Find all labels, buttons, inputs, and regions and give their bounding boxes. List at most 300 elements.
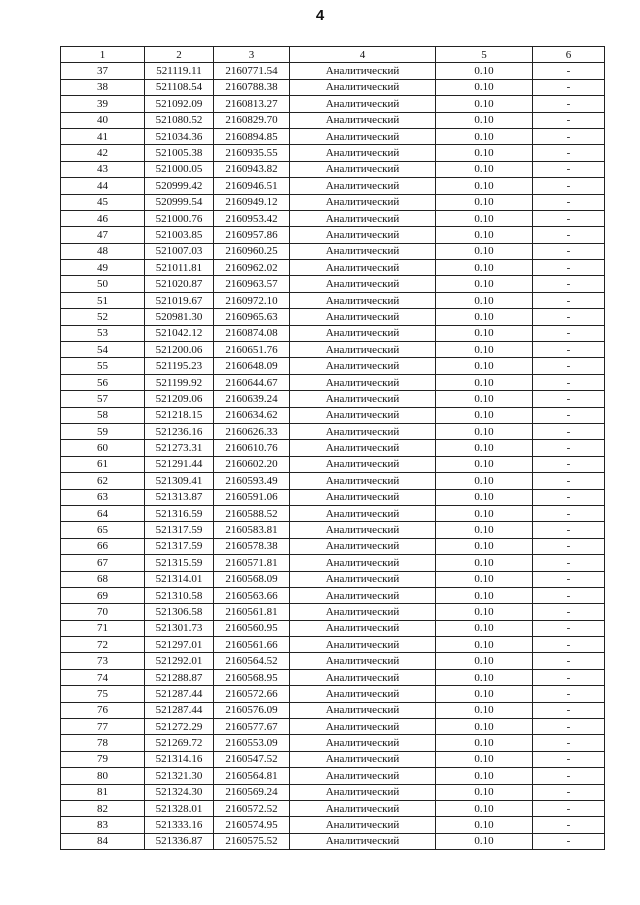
y-coordinate-cell: 2160576.09 bbox=[214, 702, 290, 718]
note-cell: - bbox=[533, 522, 605, 538]
accuracy-cell: 0.10 bbox=[436, 522, 533, 538]
method-cell: Аналитический bbox=[290, 653, 436, 669]
method-cell: Аналитический bbox=[290, 768, 436, 784]
y-coordinate-cell: 2160644.67 bbox=[214, 374, 290, 390]
y-coordinate-cell: 2160648.09 bbox=[214, 358, 290, 374]
accuracy-cell: 0.10 bbox=[436, 423, 533, 439]
method-cell: Аналитический bbox=[290, 505, 436, 521]
point-number-cell: 84 bbox=[61, 833, 145, 849]
y-coordinate-cell: 2160547.52 bbox=[214, 751, 290, 767]
point-number-cell: 51 bbox=[61, 292, 145, 308]
accuracy-cell: 0.10 bbox=[436, 751, 533, 767]
accuracy-cell: 0.10 bbox=[436, 145, 533, 161]
table-row bbox=[61, 407, 605, 423]
point-number-cell: 68 bbox=[61, 571, 145, 587]
point-number-cell: 62 bbox=[61, 473, 145, 489]
accuracy-cell: 0.10 bbox=[436, 96, 533, 112]
point-number-cell: 53 bbox=[61, 325, 145, 341]
note-cell: - bbox=[533, 128, 605, 144]
accuracy-cell: 0.10 bbox=[436, 325, 533, 341]
table-row bbox=[61, 751, 605, 767]
method-cell: Аналитический bbox=[290, 309, 436, 325]
x-coordinate-cell: 521317.59 bbox=[145, 522, 214, 538]
accuracy-cell: 0.10 bbox=[436, 358, 533, 374]
x-coordinate-cell: 521218.15 bbox=[145, 407, 214, 423]
x-coordinate-cell: 521200.06 bbox=[145, 342, 214, 358]
x-coordinate-cell: 521042.12 bbox=[145, 325, 214, 341]
y-coordinate-cell: 2160553.09 bbox=[214, 735, 290, 751]
table-row bbox=[61, 292, 605, 308]
x-coordinate-cell: 521314.01 bbox=[145, 571, 214, 587]
point-number-cell: 42 bbox=[61, 145, 145, 161]
point-number-cell: 73 bbox=[61, 653, 145, 669]
y-coordinate-cell: 2160874.08 bbox=[214, 325, 290, 341]
y-coordinate-cell: 2160963.57 bbox=[214, 276, 290, 292]
y-coordinate-cell: 2160960.25 bbox=[214, 243, 290, 259]
point-number-cell: 45 bbox=[61, 194, 145, 210]
accuracy-cell: 0.10 bbox=[436, 63, 533, 79]
table-row bbox=[61, 391, 605, 407]
method-cell: Аналитический bbox=[290, 735, 436, 751]
column-header: 6 bbox=[533, 47, 605, 63]
x-coordinate-cell: 521333.16 bbox=[145, 817, 214, 833]
table-row bbox=[61, 161, 605, 177]
point-number-cell: 60 bbox=[61, 440, 145, 456]
point-number-cell: 83 bbox=[61, 817, 145, 833]
accuracy-cell: 0.10 bbox=[436, 194, 533, 210]
table-row bbox=[61, 194, 605, 210]
note-cell: - bbox=[533, 702, 605, 718]
accuracy-cell: 0.10 bbox=[436, 260, 533, 276]
method-cell: Аналитический bbox=[290, 817, 436, 833]
point-number-cell: 55 bbox=[61, 358, 145, 374]
note-cell: - bbox=[533, 571, 605, 587]
point-number-cell: 50 bbox=[61, 276, 145, 292]
accuracy-cell: 0.10 bbox=[436, 571, 533, 587]
table-row bbox=[61, 505, 605, 521]
accuracy-cell: 0.10 bbox=[436, 227, 533, 243]
note-cell: - bbox=[533, 473, 605, 489]
y-coordinate-cell: 2160771.54 bbox=[214, 63, 290, 79]
method-cell: Аналитический bbox=[290, 587, 436, 603]
table-row bbox=[61, 112, 605, 128]
note-cell: - bbox=[533, 309, 605, 325]
point-number-cell: 59 bbox=[61, 423, 145, 439]
y-coordinate-cell: 2160572.52 bbox=[214, 800, 290, 816]
method-cell: Аналитический bbox=[290, 702, 436, 718]
note-cell: - bbox=[533, 145, 605, 161]
method-cell: Аналитический bbox=[290, 358, 436, 374]
y-coordinate-cell: 2160610.76 bbox=[214, 440, 290, 456]
y-coordinate-cell: 2160569.24 bbox=[214, 784, 290, 800]
point-number-cell: 82 bbox=[61, 800, 145, 816]
accuracy-cell: 0.10 bbox=[436, 538, 533, 554]
x-coordinate-cell: 520999.42 bbox=[145, 178, 214, 194]
x-coordinate-cell: 521301.73 bbox=[145, 620, 214, 636]
method-cell: Аналитический bbox=[290, 751, 436, 767]
note-cell: - bbox=[533, 210, 605, 226]
method-cell: Аналитический bbox=[290, 620, 436, 636]
point-number-cell: 49 bbox=[61, 260, 145, 276]
y-coordinate-cell: 2160943.82 bbox=[214, 161, 290, 177]
x-coordinate-cell: 521119.11 bbox=[145, 63, 214, 79]
column-header: 3 bbox=[214, 47, 290, 63]
y-coordinate-cell: 2160634.62 bbox=[214, 407, 290, 423]
accuracy-cell: 0.10 bbox=[436, 309, 533, 325]
method-cell: Аналитический bbox=[290, 800, 436, 816]
note-cell: - bbox=[533, 276, 605, 292]
x-coordinate-cell: 521313.87 bbox=[145, 489, 214, 505]
accuracy-cell: 0.10 bbox=[436, 637, 533, 653]
table-row bbox=[61, 145, 605, 161]
point-number-cell: 66 bbox=[61, 538, 145, 554]
note-cell: - bbox=[533, 751, 605, 767]
x-coordinate-cell: 521317.59 bbox=[145, 538, 214, 554]
note-cell: - bbox=[533, 440, 605, 456]
table-row bbox=[61, 79, 605, 95]
method-cell: Аналитический bbox=[290, 719, 436, 735]
table-row bbox=[61, 784, 605, 800]
x-coordinate-cell: 521003.85 bbox=[145, 227, 214, 243]
note-cell: - bbox=[533, 96, 605, 112]
point-number-cell: 43 bbox=[61, 161, 145, 177]
table-row bbox=[61, 538, 605, 554]
y-coordinate-cell: 2160568.09 bbox=[214, 571, 290, 587]
x-coordinate-cell: 521287.44 bbox=[145, 702, 214, 718]
method-cell: Аналитический bbox=[290, 210, 436, 226]
point-number-cell: 38 bbox=[61, 79, 145, 95]
point-number-cell: 52 bbox=[61, 309, 145, 325]
y-coordinate-cell: 2160953.42 bbox=[214, 210, 290, 226]
point-number-cell: 67 bbox=[61, 555, 145, 571]
note-cell: - bbox=[533, 194, 605, 210]
x-coordinate-cell: 521292.01 bbox=[145, 653, 214, 669]
x-coordinate-cell: 521000.76 bbox=[145, 210, 214, 226]
accuracy-cell: 0.10 bbox=[436, 669, 533, 685]
y-coordinate-cell: 2160788.38 bbox=[214, 79, 290, 95]
y-coordinate-cell: 2160626.33 bbox=[214, 423, 290, 439]
y-coordinate-cell: 2160588.52 bbox=[214, 505, 290, 521]
point-number-cell: 72 bbox=[61, 637, 145, 653]
table-row bbox=[61, 325, 605, 341]
accuracy-cell: 0.10 bbox=[436, 374, 533, 390]
table-row bbox=[61, 604, 605, 620]
note-cell: - bbox=[533, 407, 605, 423]
x-coordinate-cell: 521108.54 bbox=[145, 79, 214, 95]
point-number-cell: 77 bbox=[61, 719, 145, 735]
method-cell: Аналитический bbox=[290, 342, 436, 358]
y-coordinate-cell: 2160568.95 bbox=[214, 669, 290, 685]
point-number-cell: 70 bbox=[61, 604, 145, 620]
point-number-cell: 76 bbox=[61, 702, 145, 718]
point-number-cell: 56 bbox=[61, 374, 145, 390]
y-coordinate-cell: 2160591.06 bbox=[214, 489, 290, 505]
note-cell: - bbox=[533, 587, 605, 603]
note-cell: - bbox=[533, 538, 605, 554]
x-coordinate-cell: 521315.59 bbox=[145, 555, 214, 571]
table-row bbox=[61, 276, 605, 292]
page-number: 4 bbox=[315, 7, 325, 24]
table-row bbox=[61, 456, 605, 472]
point-number-cell: 75 bbox=[61, 686, 145, 702]
method-cell: Аналитический bbox=[290, 456, 436, 472]
y-coordinate-cell: 2160602.20 bbox=[214, 456, 290, 472]
accuracy-cell: 0.10 bbox=[436, 587, 533, 603]
note-cell: - bbox=[533, 178, 605, 194]
note-cell: - bbox=[533, 637, 605, 653]
table-row bbox=[61, 768, 605, 784]
note-cell: - bbox=[533, 292, 605, 308]
y-coordinate-cell: 2160962.02 bbox=[214, 260, 290, 276]
y-coordinate-cell: 2160561.81 bbox=[214, 604, 290, 620]
table-row bbox=[61, 358, 605, 374]
y-coordinate-cell: 2160583.81 bbox=[214, 522, 290, 538]
x-coordinate-cell: 521019.67 bbox=[145, 292, 214, 308]
point-number-cell: 78 bbox=[61, 735, 145, 751]
y-coordinate-cell: 2160972.10 bbox=[214, 292, 290, 308]
accuracy-cell: 0.10 bbox=[436, 178, 533, 194]
x-coordinate-cell: 521092.09 bbox=[145, 96, 214, 112]
accuracy-cell: 0.10 bbox=[436, 686, 533, 702]
table-row bbox=[61, 637, 605, 653]
table-row bbox=[61, 620, 605, 636]
y-coordinate-cell: 2160949.12 bbox=[214, 194, 290, 210]
point-number-cell: 61 bbox=[61, 456, 145, 472]
note-cell: - bbox=[533, 489, 605, 505]
table-row bbox=[61, 833, 605, 849]
table-row bbox=[61, 719, 605, 735]
note-cell: - bbox=[533, 374, 605, 390]
table-row bbox=[61, 260, 605, 276]
table-row bbox=[61, 555, 605, 571]
method-cell: Аналитический bbox=[290, 63, 436, 79]
accuracy-cell: 0.10 bbox=[436, 800, 533, 816]
accuracy-cell: 0.10 bbox=[436, 505, 533, 521]
accuracy-cell: 0.10 bbox=[436, 555, 533, 571]
table-row bbox=[61, 63, 605, 79]
note-cell: - bbox=[533, 63, 605, 79]
x-coordinate-cell: 521236.16 bbox=[145, 423, 214, 439]
note-cell: - bbox=[533, 817, 605, 833]
x-coordinate-cell: 521309.41 bbox=[145, 473, 214, 489]
method-cell: Аналитический bbox=[290, 79, 436, 95]
x-coordinate-cell: 521195.23 bbox=[145, 358, 214, 374]
point-number-cell: 64 bbox=[61, 505, 145, 521]
method-cell: Аналитический bbox=[290, 489, 436, 505]
x-coordinate-cell: 521020.87 bbox=[145, 276, 214, 292]
note-cell: - bbox=[533, 505, 605, 521]
accuracy-cell: 0.10 bbox=[436, 735, 533, 751]
table-row bbox=[61, 342, 605, 358]
table-row bbox=[61, 571, 605, 587]
x-coordinate-cell: 521005.38 bbox=[145, 145, 214, 161]
method-cell: Аналитический bbox=[290, 178, 436, 194]
x-coordinate-cell: 521269.72 bbox=[145, 735, 214, 751]
note-cell: - bbox=[533, 555, 605, 571]
x-coordinate-cell: 521034.36 bbox=[145, 128, 214, 144]
x-coordinate-cell: 521297.01 bbox=[145, 637, 214, 653]
note-cell: - bbox=[533, 653, 605, 669]
note-cell: - bbox=[533, 161, 605, 177]
method-cell: Аналитический bbox=[290, 325, 436, 341]
method-cell: Аналитический bbox=[290, 538, 436, 554]
point-number-cell: 46 bbox=[61, 210, 145, 226]
y-coordinate-cell: 2160571.81 bbox=[214, 555, 290, 571]
y-coordinate-cell: 2160561.66 bbox=[214, 637, 290, 653]
method-cell: Аналитический bbox=[290, 391, 436, 407]
y-coordinate-cell: 2160651.76 bbox=[214, 342, 290, 358]
y-coordinate-cell: 2160563.66 bbox=[214, 587, 290, 603]
accuracy-cell: 0.10 bbox=[436, 79, 533, 95]
accuracy-cell: 0.10 bbox=[436, 456, 533, 472]
table-row bbox=[61, 817, 605, 833]
note-cell: - bbox=[533, 784, 605, 800]
x-coordinate-cell: 521321.30 bbox=[145, 768, 214, 784]
method-cell: Аналитический bbox=[290, 637, 436, 653]
table-row bbox=[61, 686, 605, 702]
accuracy-cell: 0.10 bbox=[436, 276, 533, 292]
table-row bbox=[61, 178, 605, 194]
method-cell: Аналитический bbox=[290, 669, 436, 685]
point-number-cell: 63 bbox=[61, 489, 145, 505]
y-coordinate-cell: 2160560.95 bbox=[214, 620, 290, 636]
note-cell: - bbox=[533, 243, 605, 259]
table-row bbox=[61, 309, 605, 325]
accuracy-cell: 0.10 bbox=[436, 719, 533, 735]
accuracy-cell: 0.10 bbox=[436, 440, 533, 456]
column-header: 1 bbox=[61, 47, 145, 63]
point-number-cell: 41 bbox=[61, 128, 145, 144]
point-number-cell: 57 bbox=[61, 391, 145, 407]
x-coordinate-cell: 521199.92 bbox=[145, 374, 214, 390]
accuracy-cell: 0.10 bbox=[436, 112, 533, 128]
method-cell: Аналитический bbox=[290, 276, 436, 292]
x-coordinate-cell: 521209.06 bbox=[145, 391, 214, 407]
accuracy-cell: 0.10 bbox=[436, 833, 533, 849]
column-header: 2 bbox=[145, 47, 214, 63]
accuracy-cell: 0.10 bbox=[436, 210, 533, 226]
point-number-cell: 54 bbox=[61, 342, 145, 358]
method-cell: Аналитический bbox=[290, 260, 436, 276]
accuracy-cell: 0.10 bbox=[436, 391, 533, 407]
accuracy-cell: 0.10 bbox=[436, 702, 533, 718]
x-coordinate-cell: 521306.58 bbox=[145, 604, 214, 620]
x-coordinate-cell: 521324.30 bbox=[145, 784, 214, 800]
note-cell: - bbox=[533, 391, 605, 407]
accuracy-cell: 0.10 bbox=[436, 817, 533, 833]
accuracy-cell: 0.10 bbox=[436, 653, 533, 669]
x-coordinate-cell: 521080.52 bbox=[145, 112, 214, 128]
method-cell: Аналитический bbox=[290, 145, 436, 161]
y-coordinate-cell: 2160577.67 bbox=[214, 719, 290, 735]
accuracy-cell: 0.10 bbox=[436, 620, 533, 636]
method-cell: Аналитический bbox=[290, 440, 436, 456]
accuracy-cell: 0.10 bbox=[436, 128, 533, 144]
table-row bbox=[61, 587, 605, 603]
accuracy-cell: 0.10 bbox=[436, 604, 533, 620]
x-coordinate-cell: 521007.03 bbox=[145, 243, 214, 259]
x-coordinate-cell: 521287.44 bbox=[145, 686, 214, 702]
note-cell: - bbox=[533, 800, 605, 816]
x-coordinate-cell: 521291.44 bbox=[145, 456, 214, 472]
table-row bbox=[61, 96, 605, 112]
table-row bbox=[61, 735, 605, 751]
accuracy-cell: 0.10 bbox=[436, 292, 533, 308]
accuracy-cell: 0.10 bbox=[436, 489, 533, 505]
x-coordinate-cell: 520999.54 bbox=[145, 194, 214, 210]
note-cell: - bbox=[533, 620, 605, 636]
point-number-cell: 40 bbox=[61, 112, 145, 128]
point-number-cell: 37 bbox=[61, 63, 145, 79]
method-cell: Аналитический bbox=[290, 374, 436, 390]
coordinates-table bbox=[60, 46, 605, 850]
table-row bbox=[61, 489, 605, 505]
accuracy-cell: 0.10 bbox=[436, 342, 533, 358]
method-cell: Аналитический bbox=[290, 423, 436, 439]
note-cell: - bbox=[533, 768, 605, 784]
x-coordinate-cell: 521273.31 bbox=[145, 440, 214, 456]
y-coordinate-cell: 2160946.51 bbox=[214, 178, 290, 194]
method-cell: Аналитический bbox=[290, 473, 436, 489]
y-coordinate-cell: 2160935.55 bbox=[214, 145, 290, 161]
y-coordinate-cell: 2160564.52 bbox=[214, 653, 290, 669]
x-coordinate-cell: 521272.29 bbox=[145, 719, 214, 735]
y-coordinate-cell: 2160574.95 bbox=[214, 817, 290, 833]
note-cell: - bbox=[533, 833, 605, 849]
y-coordinate-cell: 2160813.27 bbox=[214, 96, 290, 112]
y-coordinate-cell: 2160894.85 bbox=[214, 128, 290, 144]
point-number-cell: 48 bbox=[61, 243, 145, 259]
method-cell: Аналитический bbox=[290, 243, 436, 259]
note-cell: - bbox=[533, 604, 605, 620]
note-cell: - bbox=[533, 719, 605, 735]
x-coordinate-cell: 521336.87 bbox=[145, 833, 214, 849]
table-row bbox=[61, 423, 605, 439]
note-cell: - bbox=[533, 79, 605, 95]
table-row bbox=[61, 669, 605, 685]
method-cell: Аналитический bbox=[290, 292, 436, 308]
note-cell: - bbox=[533, 112, 605, 128]
note-cell: - bbox=[533, 423, 605, 439]
point-number-cell: 65 bbox=[61, 522, 145, 538]
note-cell: - bbox=[533, 342, 605, 358]
note-cell: - bbox=[533, 260, 605, 276]
method-cell: Аналитический bbox=[290, 96, 436, 112]
point-number-cell: 39 bbox=[61, 96, 145, 112]
note-cell: - bbox=[533, 227, 605, 243]
method-cell: Аналитический bbox=[290, 686, 436, 702]
x-coordinate-cell: 521000.05 bbox=[145, 161, 214, 177]
column-header: 5 bbox=[436, 47, 533, 63]
x-coordinate-cell: 521011.81 bbox=[145, 260, 214, 276]
x-coordinate-cell: 521328.01 bbox=[145, 800, 214, 816]
table-row bbox=[61, 522, 605, 538]
method-cell: Аналитический bbox=[290, 194, 436, 210]
table-row bbox=[61, 440, 605, 456]
y-coordinate-cell: 2160564.81 bbox=[214, 768, 290, 784]
table-row bbox=[61, 702, 605, 718]
point-number-cell: 71 bbox=[61, 620, 145, 636]
note-cell: - bbox=[533, 325, 605, 341]
accuracy-cell: 0.10 bbox=[436, 407, 533, 423]
method-cell: Аналитический bbox=[290, 161, 436, 177]
method-cell: Аналитический bbox=[290, 112, 436, 128]
y-coordinate-cell: 2160572.66 bbox=[214, 686, 290, 702]
table-row bbox=[61, 210, 605, 226]
method-cell: Аналитический bbox=[290, 522, 436, 538]
accuracy-cell: 0.10 bbox=[436, 784, 533, 800]
y-coordinate-cell: 2160957.86 bbox=[214, 227, 290, 243]
